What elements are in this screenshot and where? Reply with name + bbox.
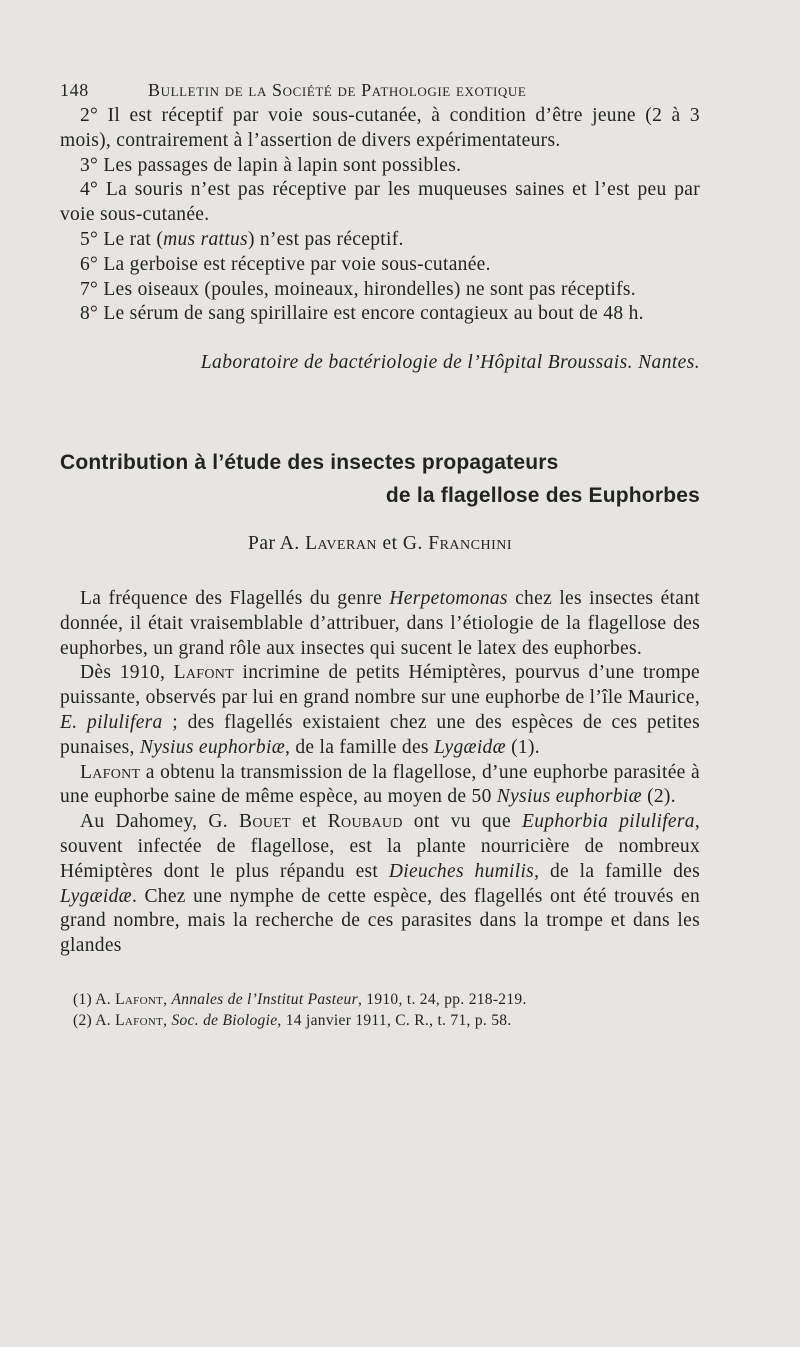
list-item: 4° La souris n’est pas réceptive par les muqueuses saines et l’est peu par voie sous-cutanée. xyxy=(60,179,700,226)
footnote: (1) A. Lafont, Annales de l’Institut Pasteur, 1910, t. 24, pp. 218-219. xyxy=(73,990,527,1008)
paragraph: Au Dahomey, G. Bouet et Roubaud ont vu que Euphorbia pilulifera, souvent infectée de flagellose, est la plante nourricière de nombreux Hémiptères dont le plus répandu est Dieuches humilis, de la famille des Lygæidæ. Chez une nymphe de cette espèce, des flagellés ont été trouvés en grand nombre, mais la recherche de ces parasites dans la trompe et dans les glandes xyxy=(60,811,700,957)
article-title-line2: de la flagellose des Euphorbes xyxy=(385,483,700,507)
author-name: Franchini xyxy=(428,532,513,554)
article-title-line1: Contribution à l’étude des insectes propagateurs xyxy=(60,450,559,474)
article-authors: Par A. Laveran et G. Franchini xyxy=(247,532,513,554)
findings-list xyxy=(60,104,700,327)
list-item: 8° Le sérum de sang spirillaire est encore contagieux au bout de 48 h. xyxy=(80,303,644,325)
footnotes xyxy=(60,989,700,1031)
paragraph: La fréquence des Flagellés du genre Herpetomonas chez les insectes étant donnée, il était vraisemblable d’attribuer, dans l’étiologie de la flagellose des euphorbes, un grand rôle aux insectes qui sucent le latex des euphorbes. xyxy=(60,587,700,659)
article-title xyxy=(60,446,700,512)
list-item: 7° Les oiseaux (poules, moineaux, hirondelles) ne sont pas réceptifs. xyxy=(80,278,636,300)
author-name: Laveran xyxy=(305,532,378,554)
list-item: 3° Les passages de lapin à lapin sont possibles. xyxy=(80,154,462,176)
list-item: 2° Il est réceptif par voie sous-cutanée, à condition d’être jeune (2 à 3 mois), contrairement à l’assertion de divers expérimentateurs. xyxy=(60,105,700,151)
paragraph: Lafont a obtenu la transmission de la flagellose, d’une euphorbe parasitée à une euphorbe saine de même espèce, au moyen de 50 Nysius euphorbiæ (2). xyxy=(60,761,700,808)
running-title: Bulletin de la Société de Pathologie exotique xyxy=(148,79,527,100)
footnote: (2) A. Lafont, Soc. de Biologie, 14 janvier 1911, C. R., t. 71, p. 58. xyxy=(73,1011,512,1029)
paragraph: Dès 1910, Lafont incrimine de petits Hémiptères, pourvus d’une trompe puissante, observés par lui en grand nombre sur une euphorbe de l’île Maurice, E. pilulifera ; des flagellés existaient chez une des espèces de ces petites punaises, Nysius euphorbiæ, de la famille des Lygæidæ (1). xyxy=(60,662,700,758)
page-number: 148 xyxy=(60,79,89,100)
article-body xyxy=(60,587,700,959)
list-item: 5° Le rat (mus rattus) n’est pas réceptif. xyxy=(80,228,404,250)
list-item: 6° La gerboise est réceptive par voie sous-cutanée. xyxy=(80,253,491,275)
laboratory-affiliation: Laboratoire de bactériologie de l’Hôpital Broussais. Nantes. xyxy=(200,352,700,374)
page xyxy=(60,70,700,1031)
